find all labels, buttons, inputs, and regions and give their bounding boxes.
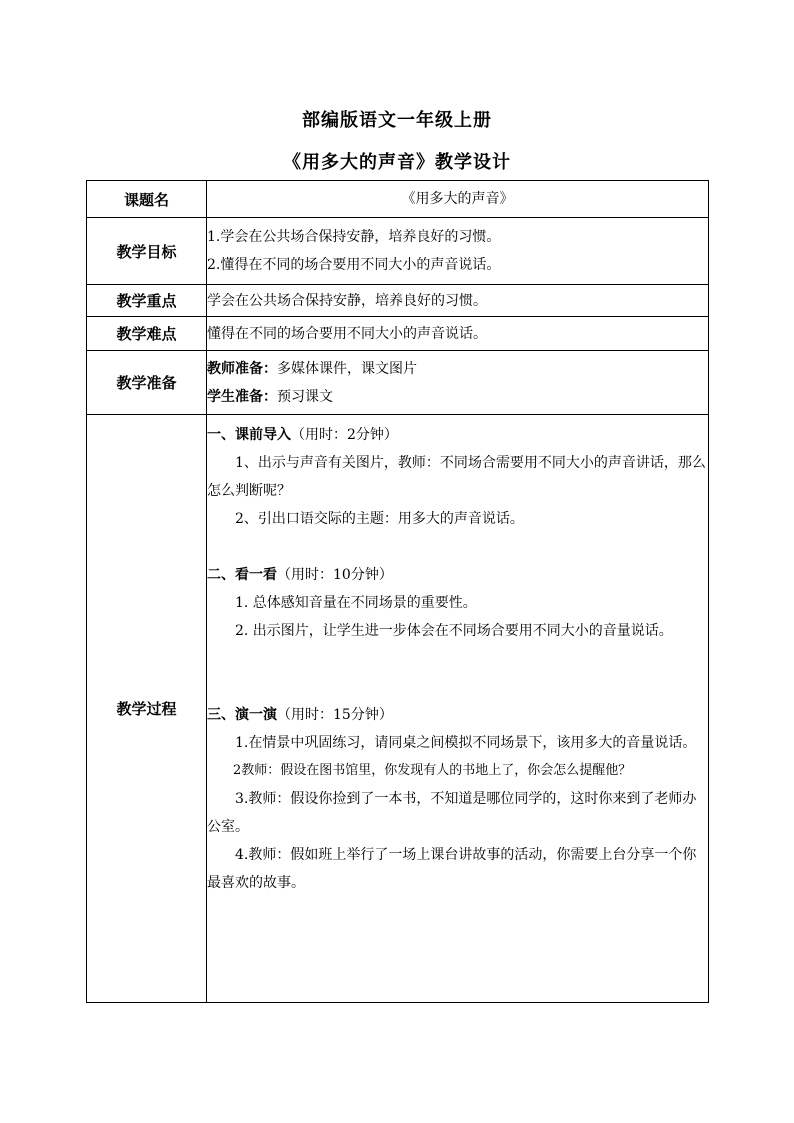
topic-value: 《用多大的声音》: [207, 181, 709, 218]
difficulty-value: 懂得在不同的场合要用不同大小的声音说话。: [207, 317, 709, 351]
table-row-preparation: [87, 351, 709, 415]
student-preparation-value: 预习课文: [277, 388, 333, 405]
section-title: 二、看一看: [207, 567, 277, 583]
section-paragraph: 4.教师：假如班上举行了一场上课台讲故事的活动，你需要上台分享一个你最喜欢的故事。: [207, 847, 697, 891]
section-paragraph: 2. 出示图片，让学生进一步体会在不同场合要用不同大小的音量说话。: [235, 623, 673, 639]
teacher-preparation-label: 教师准备：: [207, 360, 277, 377]
goals-label: 教学目标: [87, 218, 207, 285]
section-heading: [207, 561, 708, 589]
lesson-plan-table: [86, 180, 709, 1003]
teacher-preparation: [207, 355, 708, 383]
section-time: （用时：15分钟）: [277, 707, 393, 723]
table-row-process: [87, 415, 709, 1003]
goals-content: [207, 218, 709, 285]
student-preparation: [207, 383, 708, 411]
goal-item: 1.学会在公共场合保持安静，培养良好的习惯。: [207, 229, 501, 245]
section-heading: [207, 421, 708, 449]
key-point-label: 教学重点: [87, 285, 207, 317]
section-time: （用时：10分钟）: [277, 567, 393, 583]
table-row-difficulty: [87, 317, 709, 351]
section-paragraph: 1、出示与声音有关图片，教师：不同场合需要用不同大小的声音讲话，那么怎么判断呢？: [207, 455, 706, 499]
section-paragraph: 1. 总体感知音量在不同场景的重要性。: [235, 595, 477, 611]
lesson-title: 《用多大的声音》教学设计: [283, 152, 511, 173]
section-paragraph: 1.在情景中巩固练习，请同桌之间模拟不同场景下，该用多大的音量说话。: [235, 735, 697, 751]
process-content: [207, 415, 709, 1003]
section-paragraph: 2教师：假设在图书馆里，你发现有人的书地上了，你会怎么提醒他？: [233, 763, 632, 778]
topic-label: 课题名: [87, 181, 207, 218]
teacher-preparation-value: 多媒体课件，课文图片: [277, 360, 417, 377]
document-title: 部编版语文一年级上册: [302, 110, 492, 131]
section-heading: [207, 701, 708, 729]
section-title: 三、演一演: [207, 707, 277, 723]
spacer: [207, 673, 708, 701]
key-point-value: 学会在公共场合保持安静，培养良好的习惯。: [207, 285, 709, 317]
goal-item: 2.懂得在不同的场合要用不同大小的声音说话。: [207, 257, 501, 273]
section-title: 一、课前导入: [207, 427, 291, 443]
section-paragraph: 2、引出口语交际的主题：用多大的声音说话。: [235, 511, 524, 527]
spacer: [207, 533, 708, 561]
table-row-goals: [87, 218, 709, 285]
preparation-label: 教学准备: [87, 351, 207, 415]
student-preparation-label: 学生准备：: [207, 388, 277, 405]
preparation-content: [207, 351, 709, 415]
difficulty-label: 教学难点: [87, 317, 207, 351]
section-time: （用时：2分钟）: [291, 427, 398, 443]
spacer: [207, 645, 708, 673]
table-row-topic: [87, 181, 709, 218]
section-paragraph: 3.教师：假设你捡到了一本书，不知道是哪位同学的，这时你来到了老师办公室。: [207, 791, 697, 835]
table-row-key-point: [87, 285, 709, 317]
process-label: 教学过程: [87, 415, 207, 1003]
